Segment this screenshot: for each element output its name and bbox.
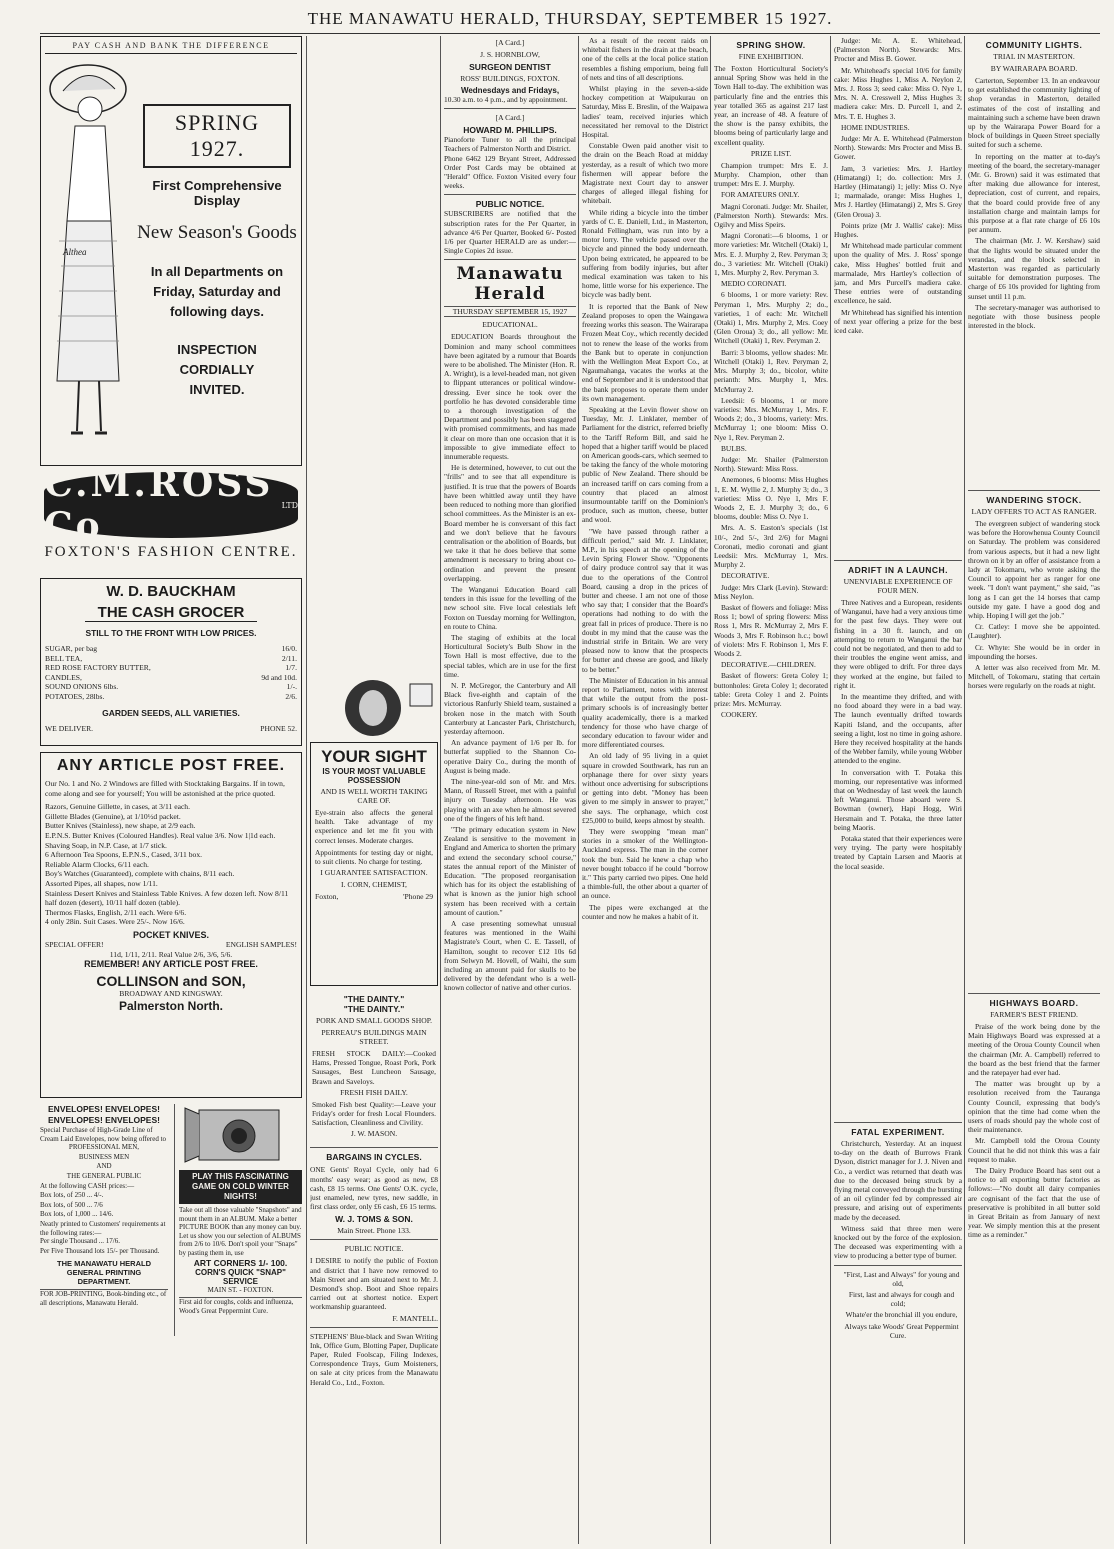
article-paragraph: Potaka stated that their experiences were very trying. The party were hospitably treated by Captain Larsen and Maoris at the local seaside. — [834, 834, 962, 871]
item-name: SOUND ONIONS 6lbs. — [45, 682, 119, 692]
adrift-sub: UNENVIABLE EXPERIENCE OF FOUR MEN. — [843, 577, 953, 595]
verse-line: Always take Woods' Great Peppermint Cure. — [844, 1321, 959, 1340]
show-result: MEDIO CORONATI. — [721, 279, 787, 289]
cycles-firm: W. J. TOMS & SON. — [335, 1214, 413, 1225]
eye-portrait-icon — [310, 676, 436, 738]
show-title: SPRING SHOW. — [736, 40, 806, 50]
card1-name: J. S. HORNBLOW, — [480, 50, 540, 59]
item-price: 2/11. — [281, 653, 297, 663]
bargain-line: 6 Afternoon Tea Spoons, E.P.N.S., Cased, 3/11 box. — [45, 850, 203, 860]
column-5 — [714, 36, 828, 1544]
column-7 — [968, 36, 1100, 1544]
show-continued-text: Mr Whitehead has signified his intention of next year offering a prize for the best iced cake. — [834, 307, 962, 336]
ross-tag: FOXTON'S FASHION CENTRE. — [44, 544, 298, 560]
show-continued-text: Mr. Whitehead's special 10/6 for family cake: Miss Hughes 1, Miss A. Neylon 2, Mrs. J. Ross 3; seed cake: Miss O. Nye 1, Mrs. N. A. Cresswell 2, Miss Hughes 3; madiera cake: Mrs. D. Purcell 1, and 2, Mrs. T. E. Hughes 3. — [834, 65, 962, 121]
article-paragraph: Three Natives and a European, residents of Wanganui, have had a very anxious time for the past few days. They were out fishing in a 30 ft. launch, and on attempting to return to Wanganui the bar could not be negotiated, and then to add to their troubles the engine went amiss, and they were obliged to drift. For three days they worked at the engine, but failed to right it. — [834, 598, 962, 690]
public-notice-ad — [310, 1244, 438, 1322]
camera-icon — [179, 1104, 299, 1166]
column-6 — [834, 36, 962, 1544]
card1-hours: 10.30 a.m. to 4 p.m., and by appointment. — [444, 95, 568, 104]
price-row — [45, 654, 297, 664]
art-corners: ART CORNERS 1/- 100. — [193, 1257, 288, 1268]
sight-ad — [310, 742, 438, 986]
env-aud4: THE GENERAL PUBLIC — [66, 1171, 142, 1180]
item-name: SUGAR, per bag — [45, 644, 98, 653]
peppermint-verse — [834, 1270, 962, 1340]
card1-addr: ROSS' BUILDINGS, FOXTON. — [460, 74, 560, 83]
item-name: RED ROSE FACTORY BUTTER, — [45, 663, 151, 673]
samples: ENGLISH SAMPLES! — [225, 939, 297, 949]
env-per1: Per single Thousand ... 17/6. — [40, 1237, 120, 1246]
card1-role: SURGEON DENTIST — [469, 62, 551, 72]
subs-title: PUBLIC NOTICE. — [475, 199, 545, 210]
column-rule — [440, 36, 441, 1544]
col3-articles — [444, 332, 576, 992]
show-result: Magni Coronati. Judge: Mr. Shailer, (Palmerston North). Stewards: Mrs. Ogilvy and Miss Speirs. — [714, 201, 828, 230]
stephens-ad: STEPHENS' Blue-black and Swan Writing Ink, Office Gum, Blotting Paper, Duplicate Paper, Ruled Foolscap, Filing Indexes, Correspondence Trays, Gum Moisteners, on sale at city prices from the Manawatu Herald Co., Ltd., Foxton. — [310, 1331, 438, 1387]
bargain-line: Thermos Flasks, English, 2/11 each. Were 6/6. — [45, 907, 187, 917]
price-row — [45, 682, 297, 692]
column-rule — [830, 36, 831, 1544]
article-paragraph: EDUCATION Boards throughout the Dominion and many school committees have been agitated by a rumour that Boards were to be abolished. The Minister (Hon. R. A. Wright), is a level-headed man, not given to flippant utterances or political window-dressing. Ever since he took over the portfolio he has devoted considerable time to a thorough investigation of the Department and possibly has been staggered with promised commitments, and has made it clear on more than one occasion that it is impossible to give immediate effect to innumerable requests. — [444, 332, 576, 462]
show-result: Anemones, 6 blooms: Miss Hughes 1, E. M. Wyllie 2, J. Murphy 3; do., 3 varieties: Miss O. Nye 1, Mrs F. Woods 2, E. J. Murphy 3; do., 6 blooms, double: Miss O. Nye 1. — [714, 475, 828, 522]
item-price: 1/7. — [285, 663, 297, 673]
show-result: Judge: Mrs Clark (Levin). Steward: Miss Neylon. — [714, 582, 828, 601]
masthead: THE MANAWATU HERALD, THURSDAY, SEPTEMBER 15 1927. — [40, 6, 1100, 34]
show-result: Judge: Mr. Shailer (Palmerston North). Steward: Miss Ross. — [714, 454, 828, 474]
lights-sub: TRIAL IN MASTERTON. — [993, 52, 1075, 61]
fashion-lady-icon — [45, 51, 131, 461]
pocket-knives: POCKET KNIVES. — [132, 929, 209, 940]
post-intro: Our No. 1 and No. 2 Windows are filled with Stocktaking Bargains. If in town, come along and see for yourself; You will be astonished at the price quoted. — [45, 779, 285, 798]
bargain-line: Boy's Watches (Guaranteed), complete with chains, 8/11 each. — [45, 869, 235, 879]
bauckham-ad — [40, 578, 302, 746]
fatal-article — [834, 1139, 962, 1261]
dainty-t2: "THE DAINTY." — [343, 1004, 405, 1014]
article-paragraph: Cr. Catley: I move she be appointed. (Laughter). — [968, 622, 1100, 641]
article-paragraph: In reporting on the matter at to-day's meeting of the board, the secretary-manager (Mr. G. Brown) said it was estimated that after making due allowance for interest, depreciation, cost of current, and repairs, that the board could provide free of any installation charge and maintain lamps for this purpose at a flat rate charge of £6 10s per annum. — [968, 151, 1100, 235]
dainty-t1: "THE DAINTY." — [343, 994, 405, 1004]
column-rule — [964, 36, 965, 1544]
herald-date: THURSDAY SEPTEMBER 15, 1927 — [444, 306, 576, 317]
dainty-sig: J. W. MASON. — [350, 1129, 398, 1139]
price-row — [45, 692, 297, 702]
spring-line2: New Season's Goods — [137, 221, 297, 243]
show-result: Mrs. A. S. Easton's specials (1st 10/-, 2nd 5/-, 3rd 2/6) for Magni Coronati, medio coronati and giant Leedsii: Mrs. McMurray 1, Mrs. Murphy 2. — [714, 523, 828, 570]
show-result: FOR AMATEURS ONLY. — [721, 190, 800, 200]
wander-article — [968, 519, 1100, 989]
bargain-line: E.P.N.S. Butter Knives (Coloured Handles). Real value 3/6. Now 1|1d each. — [45, 830, 276, 840]
prize-list-heading: PRIZE LIST. — [750, 148, 792, 158]
article-paragraph: The pipes were exchanged at the counter and now he makes a habit of it. — [582, 902, 708, 921]
herald-flag: Manawatu Herald — [456, 264, 564, 305]
special-offer: SPECIAL OFFER! — [45, 939, 104, 949]
price-row — [45, 663, 297, 673]
ross-name: C.M.ROSS Co — [44, 463, 274, 547]
price-row — [45, 673, 297, 683]
sight-town: Foxton, — [315, 892, 339, 902]
article-paragraph: They were swopping "mean man" stories in a smoker of the Wellington-Auckland express. The man in the corner took the bun. Said he knew a chap who never bought tobacco if he could "borrow it." This party carried two pipes. One held a thimble-full, the other about a quarter of an ounce. — [582, 827, 708, 901]
show-result: Basket of flowers and foliage: Miss Ross 1; bowl of spring flowers: Miss Ross 1, Mrs R. McMurray 2, Mrs F. Woods 3, Mrs F. Robinson h.c.; bowl of violets: Mrs F. Robinson 1, Mrs F. Woods 2. — [714, 602, 828, 658]
kodak-ad — [174, 1104, 302, 1336]
ross-logo — [44, 463, 298, 547]
cycles-title: BARGAINS IN CYCLES. — [326, 1152, 422, 1163]
ross-ad — [40, 463, 302, 572]
show-result: Leedsii: 6 blooms, 1 or more varieties: Mrs. McMurray 1, Mrs. F. Woods 2; do., 3 blooms, variety: Mrs. McMurray 1; one bloom: Miss O. Nye 1, Rev. Peryman 2. — [714, 395, 828, 442]
show-continued-text: Jam, 3 varieties: Mrs. J. Hartley (Himatangi) 1; do. collection: Mrs J. Hartley (Himatangi) 1; jelly: Miss O. Nye 1; marmalade, orange: Miss Hughes 1, Mrs J. Hartley (Himatangi) 2, Mrs S. Grey (Glen Oroua) 3. — [834, 163, 962, 219]
ads-column — [40, 36, 302, 1544]
item-price: 1/-. — [286, 682, 297, 692]
fatal-title: FATAL EXPERIMENT. — [851, 1127, 945, 1137]
card2-phone: Phone 6462 129 Bryant Street, Addressed Order Post Cards may be obtained at "Herald" Office. Foxton Visited every four weeks. — [444, 153, 576, 191]
cycles-ad — [310, 1152, 438, 1235]
article-paragraph: It is reported that the Bank of New Zealand proposes to open the Waingawa freezing works this season. The Wairarapa Frozen Meat Coy., which recently decided not to renew the lease of the works from the Bank but to operate in conjunction with the Wellington Meat Export Co., at Ngaumahanga, vacates the works at the end of September and it is understood that the bank proposes to operate them under its own management. — [582, 301, 708, 403]
peppermint-note: First aid for coughs, colds and influenza, Wood's Great Peppermint Cure. — [179, 1297, 302, 1315]
sight-line: AND IS WELL WORTH TAKING CARE OF. — [320, 787, 428, 805]
sight-phone: 'Phone 29 — [403, 892, 433, 902]
article-paragraph: Christchurch, Yesterday. At an inquest to-day on the death of Burrows Frank Dyson, district manager for J. J. Niven and Co., a verdict was returned that death was due to the deceased being struck by a flying metal conveyed through the bursting of an oil cylinder fed by compressed air pressure, and arising out of experiments made by the deceased. — [834, 1139, 962, 1222]
cycles-body: ONE Gents' Royal Cycle, only had 6 months' easy wear; as good as new, £8 cash, £8 15 terms. One Gents' O.K. cycle, just enameled, new tyres, new saddle, in first class order, only £6 cash, £6 15 terms. — [310, 1165, 438, 1212]
dainty-t3: PORK AND SMALL GOODS SHOP. — [316, 1016, 432, 1025]
article-paragraph: As a result of the recent raids on whitebait fishers in the drain at the beach, one of the cells at the local police station resembles a fishing emporium, being full of nets and tins of all descriptions. — [582, 36, 708, 82]
column-2 — [310, 36, 438, 1544]
bauckham-phone: PHONE 52. — [260, 723, 297, 733]
show-continued — [834, 36, 962, 556]
bargain-line: Shaving Soap, in N.P. Case, at 1/7 stick. — [45, 840, 167, 850]
article-paragraph: Witness said that three men were knocked out by the force of the explosion. The deceased was experimenting with a view to producing a better type of burner. — [834, 1223, 962, 1261]
sight-sub: IS YOUR MOST VALUABLE POSSESSION — [322, 767, 426, 785]
env-cash: At the following CASH prices:— — [40, 1181, 135, 1190]
wander-title: WANDERING STOCK. — [986, 495, 1082, 505]
bargain-line: Stainless Desert Knives and Stainless Table Knives. A few dozen left. Now 8/11 half dozen (desert), 10/11 half dozen (table). — [45, 888, 289, 908]
verse-line: "First, Last and Always" for young and old, — [843, 1269, 960, 1288]
card2-body: Pianoforte Tuner to all the principal Teachers of Palmerston North and District. — [444, 135, 576, 154]
show-result: COOKERY. — [721, 710, 758, 720]
dainty-ad — [310, 992, 438, 1143]
item-price: 16/0. — [281, 644, 297, 653]
article-paragraph: The nine-year-old son of Mr. and Mrs. Mann, of Russell Street, met with a painful injury on Tuesday afternoon. He was playing with an axe when he almost severed one of the fingers of his left hand. — [444, 776, 576, 823]
article-paragraph: A case presenting somewhat unusual features was mentioned in the Waihi Magistrate's Court, when C. E. Tassell, of Hamilton, sought to recover £12 10s 6d from Selwyn M. Hovell, of Waihi, the sum including an amount paid for skulls to be delivered by the defendant who is a well-known collector of native and other curios. — [444, 919, 576, 993]
highways-article — [968, 1022, 1100, 1240]
article-paragraph: The chairman (Mr. J. W. Kershaw) said that the lights would be situated under the verandas, and the block selected in Masterton was regarded as particularly suitable for demonstration purposes. The charge of £6 10s provided for lighting from sunset until 11 p.m. — [968, 236, 1100, 301]
adrift-article — [834, 598, 962, 1118]
env-title: ENVELOPES! ENVELOPES! ENVELOPES! ENVELOPES! — [48, 1104, 160, 1125]
article-paragraph: Whilst playing in the seven-a-side hockey competition at Waipukurau on Saturday, Miss E. Breslin, of the Waipawa ladies' team, received injuries which necessitated her removal to the District Hospital. — [582, 84, 708, 140]
artist-signature: Althea — [63, 247, 87, 257]
dainty-fish2: Smoked Fish best Quality:—Leave your Friday's order for fresh Local Flounders. Satisfaction, Cleanliness and Civility. — [312, 1099, 436, 1128]
bargain-line: Gillette Blades (Genuine), at 1/10½d packet. — [45, 811, 181, 821]
col4-articles — [582, 36, 708, 921]
env-aud1: PROFESSIONAL MEN, — [68, 1143, 140, 1152]
corn-service: CORN'S QUICK "SNAP" SERVICE — [195, 1267, 286, 1286]
env-aud2: BUSINESS MEN — [78, 1152, 130, 1161]
item-name: POTATOES, 28lbs. — [45, 691, 105, 701]
price-row — [45, 644, 297, 654]
article-paragraph: The Dairy Produce Board has sent out a notice to all exporting butter factories as follows:—"No doubt all dairy companies are cognisant of the fact that the use of preservative is prohibited in all butter sold in Great Britain as from January of next year. We simply mention this at the present time as a reminder." — [968, 1166, 1100, 1240]
show-sub: FINE EXHIBITION. — [738, 52, 804, 61]
bargain-line: Assorted Pipes, all shapes, now 1/11. — [45, 878, 158, 888]
post-free-ad — [40, 752, 302, 1098]
show-continued-text: HOME INDUSTRIES. — [841, 122, 910, 132]
article-paragraph: The evergreen subject of wandering stock was before the Horowhenua County Council on Saturday. The problem was considered from various aspects, but it had a new light thrown on it by an offer of assistance from a lady at Tokomaru, who wrote asking the Council to appoint her as ranger for one week. "I don't want payment," she said, "as long as I can get the 14 horses that camp outside my gate. I have a good dog and whip. Hoping I will get the job." — [968, 519, 1100, 621]
show-continued-text: Points prize (Mr J. Wallis' cake): Miss Hughes. — [834, 220, 962, 240]
bauckham-seeds: GARDEN SEEDS, ALL VARIETIES. — [102, 707, 240, 718]
article-paragraph: While riding a bicycle into the timber yards of C. E. Daniell, Ltd., in Masterton, Ronald Fellingham, was run into by a motor lorry. The vehicle passed over the bicycle and pinned the body underneath. Upon being extricated, he appeared to be suffering from bodily injuries, but after medical examination was taken to his home, little worse for his experience. The bicycle was badly bent. — [582, 207, 708, 300]
ross-ltd: LTD — [281, 500, 298, 510]
article-paragraph: In conversation with T. Potaka this morning, our representative was informed that on Wednesday of last week the launch left Wanganui. Those aboard were S. Bowman (owner), Hapi Hogg, Wiri Hersmain and T. Potaka, the three latter being Maoris. — [834, 767, 962, 832]
article-paragraph: The matter was brought up by a resolution received from the Tauranga County Council, expressing that body's opinion that the time had come when the users of roads should pay the whole cost of their maintenance. — [968, 1079, 1100, 1135]
column-3 — [444, 36, 576, 1544]
spring-line1: First Comprehensive Display — [152, 177, 282, 208]
article-paragraph: The Wanganui Education Board call tenders in this issue for the levelling of the new school site. Five local celestials left Foxton on Tuesday morning for Wellington, en route to China. — [444, 584, 576, 631]
show-intro: The Foxton Horticultural Society's annual Spring Show was held in the Town Hall to-day. The exhibition was particularly fine and the entries this year totalled 365 as against 217 last year, an increase of 48. A feature of the show is the pansy exhibits, the blooms being of particularly large and excellent quality. — [714, 64, 828, 147]
lights-article — [968, 76, 1100, 486]
bargain-line: Reliable Alarm Clocks, 6/11 each. — [45, 859, 149, 869]
public-sig: F. MANTELL. — [392, 1313, 438, 1323]
show-continued-text: Mr Whitehead made particular comment upon the quality of Mrs. J. Ross' sponge cake, Miss Hughes' bottled fruit and marmalade, Mrs Hartley's collection of jam, and Mrs Purcell's madiera cake. These entries were of outstanding excellence, he said. — [834, 241, 962, 306]
price-list — [45, 644, 297, 702]
public-body: I DESIRE to notify the public of Foxton and district that I have now removed to Main Street and am situated next to Mr. J. Desmond's shop. Boot and Shoe repairs carried out at shortest notice. Expert workmanship guaranteed. — [310, 1256, 438, 1312]
collinson-street: BROADWAY AND KINGSWAY. — [119, 989, 223, 999]
bauckham-name: W. D. BAUCKHAM — [106, 583, 236, 600]
env-aud3: AND — [96, 1162, 112, 1171]
post-lines — [45, 802, 297, 927]
public-title: PUBLIC NOTICE. — [344, 1244, 404, 1254]
jobs-notice: FOR JOB-PRINTING, Book-binding etc., of all descriptions, Manawatu Herald. — [40, 1290, 167, 1307]
article-paragraph: N. P. McGregor, the Canterbury and All Black five-eighth and captain of the victorious Ranfurly Shield team, sustained a broken nose in the match with South Canterbury at Lancaster Park, Christchurch, yesterday afternoon. — [444, 680, 576, 736]
env-price: Box lots, of 500 ... 7/6 — [40, 1200, 103, 1209]
article-paragraph: Cr. Whyte: She would be in order in impounding the horses. — [968, 642, 1100, 661]
show-result: 6 blooms, 1 or more variety: Rev. Peryman 1, Mrs. Murphy 2; do., varieties, 1 of each: Mr. Witchell (Otaki) 1, Mrs. Murphy 2, Mrs. Coey (Glen Oroua) 3; do., all yellow: Mr. Witchell (Otaki) 1, Rev. Peryman 2. — [714, 290, 828, 346]
show-results — [714, 161, 828, 720]
column-rule — [710, 36, 711, 1544]
dainty-body: FRESH STOCK DAILY:—Cooked Hams, Pressed Tongue, Roast Pork, Pork Sausages, Best Luncheon Sausage, Brawn and Saveloys. — [312, 1049, 436, 1086]
column-4 — [582, 36, 708, 1544]
subs-body: SUBSCRIBERS are notified that the subscription rates for the Per Quarter, in advance 4/6 Per Quarter, Booked 6/- Posted 1/6 per Quarter HERALD are as under:— Single Copies 2d issue. — [444, 209, 576, 256]
column-rule — [578, 36, 579, 1544]
kodak-title: PLAY THIS FASCINATING GAME ON COLD WINTER NIGHTS! — [179, 1170, 302, 1204]
lights-by: BY WAIRARAPA BOARD. — [990, 64, 1078, 73]
show-continued-text: Judge: Mr. A. E. Whitehead, (Palmerston North). Stewards: Mrs. Procter and Miss B. Gower. — [834, 36, 962, 64]
article-paragraph: "We have passed through rather a difficult period," said Mr. J. Linklater, M.P., in his speech at the opening of the Levin Spring Flower Show. "Opponents of dairy produce control say that it was due to the operations of the Control Board, causing a drop in the prices of butter and cheese. I am not one of those who say that; I consider that the Board's operations had nothing to do with the great fall in prices of produce. There is no doubt in my mind that the cause was the industrial strife in Britain. We are very pleased now to know that the prospects for butter and cheese are good, and likely to be better." — [582, 526, 708, 674]
item-name: BELL TEA, — [45, 653, 83, 663]
sample-prices: 11d, 1/11, 2/11. Real Value 2/6, 3/6, 5/6. — [109, 949, 233, 959]
show-result: Basket of flowers: Greta Coley 1; buttonholes: Greta Coley 1; decorated table: Greta Coley 1 and 2. Points prize: Mrs. McMurray. — [714, 671, 828, 708]
post-title: ANY ARTICLE POST FREE. — [56, 757, 286, 774]
highways-sub: FARMER'S BEST FRIEND. — [990, 1010, 1078, 1019]
env-price: Box lots, of 1,000 ... 14/6. — [40, 1210, 114, 1219]
sight-chemist: I. CORN, CHEMIST, — [341, 880, 407, 890]
collinson-name: COLLINSON and SON, — [96, 973, 246, 990]
show-continued-text: Judge: Mr A. E. Whitehead (Palmerston North). Stewards: Mrs Procter and Miss B. Gower. — [834, 134, 962, 162]
sight-appt: Appointments for testing day or night, to suit clients. No charge for testing. — [315, 847, 433, 867]
card1-days: Wednesdays and Fridays, — [460, 86, 560, 95]
article-paragraph: The secretary-manager was authorised to negotiate with those business people interested in the block. — [968, 302, 1100, 331]
adrift-title: ADRIFT IN A LAUNCH. — [848, 565, 948, 575]
spring-banner: PAY CASH AND BANK THE DIFFERENCE — [45, 41, 297, 54]
env-office: THE MANAWATU HERALD GENERAL PRINTING DEPARTMENT. — [56, 1259, 152, 1287]
article-paragraph: Speaking at the Levin flower show on Tuesday, Mr. J. Linklater, member of Parliament for the district, referred briefly to the Tariff Reform Bill, and said he hoped that a higher tariff would be placed on American goods-cars, which seemed to be taking the fancy of the whole motoring public of New Zealand. There should be an increased tariff on cars coming from a country that placed an almost insurmountable tariff on the Dominion's produce, such as mutton, cheese, butter and wool. — [582, 404, 708, 525]
cycles-addr: Main Street. Phone 133. — [337, 1226, 411, 1236]
deliver-note: WE DELIVER. — [45, 723, 94, 733]
highways-title: HIGHWAYS BOARD. — [989, 998, 1079, 1008]
corn-address: MAIN ST. - FOXTON. — [207, 1285, 274, 1294]
post-remember: REMEMBER! ANY ARTICLE POST FREE. — [84, 959, 258, 970]
wander-sub: LADY OFFERS TO ACT AS RANGER. — [971, 507, 1097, 516]
card2-name: HOWARD M. PHILLIPS. — [463, 125, 557, 136]
card2-label: [A Card.] — [495, 113, 525, 123]
spring-title: SPRING 1927. — [143, 104, 291, 168]
verse-line: Whate'er the bronchial ill you endure, — [845, 1310, 958, 1320]
show-result: DECORATIVE.—CHILDREN. — [721, 660, 816, 670]
item-price: 9d and 10d. — [261, 672, 297, 682]
kodak-body: Take out all those valuable "Snapshots" and mount them in an ALBUM. Make a better PICTURE BOOK than any money can buy. Let us show you our selection of ALBUMS from 2/6 to 10/6. Don't spoil your "Snaps" by pasting them in, use — [179, 1206, 302, 1257]
card1-label: [A Card.] — [495, 38, 525, 47]
item-price: 2/6. — [285, 691, 297, 701]
bauckham-sub: THE CASH GROCER — [85, 604, 257, 622]
sight-guar: I GUARANTEE SATISFACTION. — [320, 868, 428, 878]
bauckham-tag: STILL TO THE FRONT WITH LOW PRICES. — [85, 628, 257, 638]
bargain-line: Butter Knives (Stainless), new shape, at 2/9 each. — [45, 821, 196, 831]
sight-body: Eye-strain also affects the general health. Take advantage of my experience and let me fit you with correct lenses. Moderate charges. — [315, 808, 433, 845]
article-paragraph: Praise of the work being done by the Main Highways Board was expressed at a meeting of the Oroua County Council when the chairman (Mr. A. Campbell) referred to the board as the best friend that the farmer and the ratepayer had ever had. — [968, 1022, 1100, 1078]
article-paragraph: A letter was also received from Mr. M. Mitchell, of Tokomaru, stating that certain horses were regularly on the roads at night. — [968, 663, 1100, 691]
env-price: Box lots, of 250 ... 4/-. — [40, 1191, 104, 1200]
envelopes-ad — [40, 1104, 168, 1336]
article-paragraph: In the meantime they drifted, and with no food aboard they were in a bad way. The launch eventually drifted towards Kapiti Island, and the occupants, after seeing a light, lost no time in going ashore. Here they received hospitality at the hands of the Webber family, while young Webber attended to the engine. — [834, 692, 962, 766]
sight-title: YOUR SIGHT — [321, 747, 427, 766]
env-intro: Special Purchase of High-Grade Line of Cream Laid Envelopes, now being offered to — [40, 1126, 167, 1143]
show-result: DECORATIVE. — [721, 571, 770, 581]
article-paragraph: Carterton, September 13. In an endeavour to get established the community lighting of shop verandas in Masterton, detailed estimates of the cost of installing and maintaining such a scheme have been drawn up by the Wairarapa Power Board for a block of buildings in Queen Street specially suited for such a scheme. — [968, 76, 1100, 150]
column-rule — [306, 36, 307, 1544]
env-neat: Neatly printed to Customers' requirements at the following rates:— — [40, 1219, 166, 1237]
item-name: CANDLES, — [45, 672, 82, 682]
article-paragraph: "The primary education system in New Zealand is sensitive to the movement in England and America to shorten the primary and extend the secondary school course," states the annual report of the Minister of Education. "The proposed reorganisation which has for its object the establishing of what is known as the junior high school system has been received with a certain amount of caution." — [444, 825, 576, 917]
article-paragraph: He is determined, however, to cut out the "frills" and to see that all expenditure is justified. It is true that the powers of Boards have been whittled away until they have been reduced to nothing more than glorified school committees. As the Minister is an ex-Board member he is conversant of this fact and we don't believe that he favours centralisation or the abolition of Boards, but we take it that he does believe that some amendment is necessary to bring about co-ordination and prevent the present overlapping. — [444, 463, 576, 583]
article-paragraph: Mr. Campbell told the Oroua County Council that he did not think this was a fair request to make. — [968, 1136, 1100, 1164]
collinson-town: Palmerston North. — [118, 998, 223, 1013]
article-paragraph: The staging of exhibits at the local Horticultural Society's Bulb Show in the Town Hall is most effective, due to the special tables, which are in use for the first time. — [444, 632, 576, 679]
show-result: Magni Coronati:—6 blooms, 1 or more varieties: Mr. Witchell (Otaki) 1, Mrs. E. J. Murphy 2, Rev. Peryman 3; do., 3 varieties: Mr. Witchell (Otaki) 1, Mrs. Murphy 2, Rev. Peryman 3. — [714, 231, 828, 278]
article-paragraph: An advance payment of 1/6 per lb. for butterfat supplied to the Shannon Co-operative Dairy Co., during the month of August is being made. — [444, 738, 576, 775]
lights-title: COMMUNITY LIGHTS. — [985, 40, 1083, 50]
bargain-line: 4 only 28in. Suit Cases. Were 25/-. Now 16/6. — [45, 917, 185, 927]
env-per5: Per Five Thousand lots 15/- per Thousand. — [40, 1246, 160, 1255]
show-result: BULBS. — [721, 443, 747, 453]
article-paragraph: Constable Owen paid another visit to the drain on the Beach Road at midday yesterday, as a result of which two more fishermen will appear before the Magistrate next Court day to answer charges of alleged illegal fishing for whitebait. — [582, 141, 708, 206]
edu-heading: EDUCATIONAL. — [482, 320, 538, 330]
spring-line4: INSPECTION CORDIALLY INVITED. — [177, 341, 257, 397]
spring-line3: In all Departments on Friday, Saturday and following days. — [150, 263, 284, 319]
show-result: Barri: 3 blooms, yellow shades: Mr. Witchell (Otaki) 1, Rev. Peryman 2, Mrs. Murphy 3; do., bicolor, white perianth: Mrs. Murphy 1, Mrs. McMurray 2. — [714, 347, 828, 394]
spring-ad — [40, 36, 302, 466]
article-paragraph: The Minister of Education in his annual report to Parliament, notes with interest that while the output from the post-primary schools is of increasingly better quality academically, there is a marked tendency for those who have charge of secondary education to favour wider and more differentiated courses. — [582, 675, 708, 750]
show-result: Champion trumpet: Mrs E. J. Murphy. Champion, other than trumpet: Mrs E. J. Murphy. — [714, 160, 828, 189]
dainty-fish: FRESH FISH DAILY. — [340, 1087, 408, 1097]
env-prices — [40, 1191, 168, 1220]
dainty-t4: PERREAU'S BUILDINGS MAIN STREET. — [321, 1028, 427, 1046]
article-paragraph: An old lady of 95 living in a quiet square in crowded Southwark, has run an orphanage there for over sixty years without once advertising for subscriptions or getting into debt. "Money has been given to me simply in answer to prayer," she says. The orphanage, which cost £25,000 to build, keeps almost by stealth. — [582, 751, 708, 825]
verse-line: First, last and always for cough and cold; — [848, 1290, 955, 1309]
bargain-line: Razors, Genuine Gillette, in cases, at 3/11 each. — [45, 802, 191, 812]
